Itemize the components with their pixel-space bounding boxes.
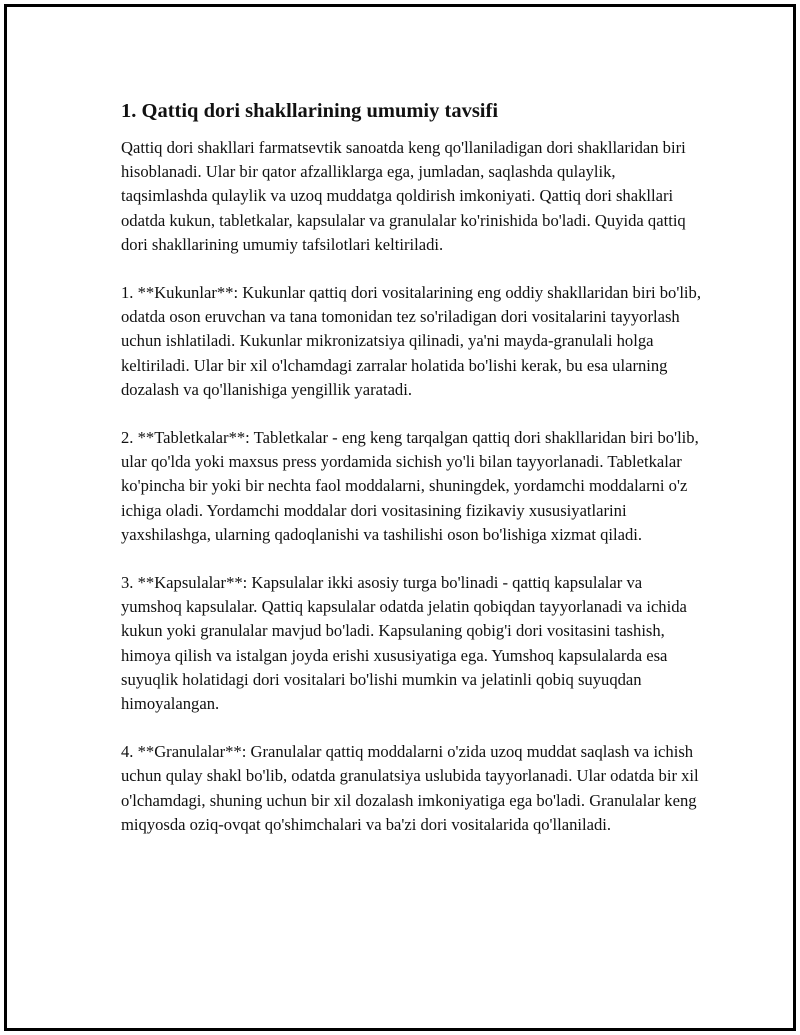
paragraph-granulalar: 4. **Granulalar**: Granulalar qattiq moddalarni o'zida uzoq muddat saqlash va ichish uchun qulay shakl bo'lib, odatda granulatsiya uslubida tayyorlanadi. Ular odatda bir xil o'lchamdagi, shuning uchun bir xil dozalash imkoniyatiga ega bo'ladi. Granulalar keng miqyosda oziq-ovqat qo'shimchalari va ba'zi dori vositalarida qo'llaniladi. <box>121 742 699 834</box>
paragraph-tabletkalar: 2. **Tabletkalar**: Tabletkalar - eng keng tarqalgan qattiq dori shakllaridan biri bo'lib, ular qo'lda yoki maxsus press yordamida sichish yo'li bilan tayyorlanadi. Tabletkalar ko'pincha bir yoki bir nechta faol moddalarni, shuningdek, yordamchi moddalarni o'z ichiga oladi. Yordamchi moddalar dori vositasining fizikaviy xususiyatlarini yaxshilashga, ularning qadoqlanishi va tashilishi oson bo'lishiga xizmat qiladi. <box>121 428 699 544</box>
page-frame <box>4 4 796 1031</box>
document-body <box>121 97 701 861</box>
paragraph-kapsulalar: 3. **Kapsulalar**: Kapsulalar ikki asosiy turga bo'linadi - qattiq kapsulalar va yumshoq kapsulalar. Qattiq kapsulalar odatda jelatin qobiqdan tayyorlanadi va ichida kukun yoki granulalar mavjud bo'ladi. Kapsulaning qobig'i dori vositasini tashish, himoya qilish va istalgan joyda erishi xususiyatiga ega. Yumshoq kapsulalarda esa suyuqlik holatidagi dori vositalari bo'lishi mumkin va jelatinli qobiq suyuqdan himoyalangan. <box>121 573 687 714</box>
page-title: 1. Qattiq dori shakllarining umumiy tavsifi <box>121 100 499 122</box>
paragraph-kukunlar: 1. **Kukunlar**: Kukunlar qattiq dori vositalarining eng oddiy shakllaridan biri bo'lib, odatda oson eruvchan va tana tomonidan tez so'riladigan dori vositalarini tayyorlash uchun ishlatiladi. Kukunlar mikronizatsiya qilinadi, ya'ni mayda-granulali holga keltiriladi. Ular bir xil o'lchamdagi zarralar holatida bo'lishi kerak, bu esa ularning dozalash va qo'llanishiga yengillik yaratadi. <box>121 283 701 399</box>
intro-paragraph: Qattiq dori shakllari farmatsevtik sanoatda keng qo'llaniladigan dori shakllaridan biri hisoblanadi. Ular bir qator afzalliklarga ega, jumladan, saqlashda qulaylik, taqsimlashda qulaylik va uzoq muddatga qoldirish imkoniyati. Qattiq dori shakllari odatda kukun, tabletkalar, kapsulalar va granulalar ko'rinishida bo'ladi. Quyida qattiq dori shakllarining umumiy tafsilotlari keltiriladi. <box>121 138 686 254</box>
